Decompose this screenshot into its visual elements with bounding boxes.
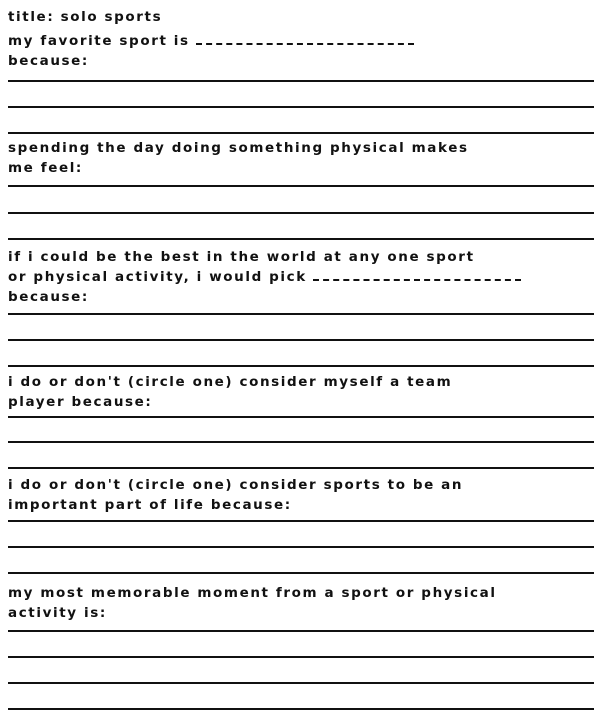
writing-line[interactable]	[8, 238, 594, 240]
writing-line[interactable]	[8, 708, 594, 710]
writing-line[interactable]	[8, 339, 594, 341]
writing-line[interactable]	[8, 185, 594, 187]
writing-line[interactable]	[8, 365, 594, 367]
writing-line[interactable]	[8, 656, 594, 658]
q2-line2: me feel:	[8, 160, 83, 176]
q4-line1: i do or don't (circle one) consider myself a team	[8, 374, 453, 390]
title-line: title: solo sports	[8, 9, 163, 25]
q4-line2: player because:	[8, 394, 153, 410]
q3-prompt	[8, 267, 521, 287]
q1-blank[interactable]	[196, 32, 414, 45]
q1-prompt	[8, 31, 414, 51]
writing-line[interactable]	[8, 467, 594, 469]
writing-line[interactable]	[8, 572, 594, 574]
q3-line3: because:	[8, 289, 89, 305]
writing-line[interactable]	[8, 212, 594, 214]
q1-line2: because:	[8, 53, 89, 69]
q6-line1: my most memorable moment from a sport or physical	[8, 585, 497, 601]
q3-line2: or physical activity, i would pick	[8, 269, 307, 285]
q5-line2: important part of life because:	[8, 497, 292, 513]
writing-line[interactable]	[8, 106, 594, 108]
q2-line1: spending the day doing something physical makes	[8, 140, 469, 156]
writing-line[interactable]	[8, 520, 594, 522]
q1-line1: my favorite sport is	[8, 33, 190, 49]
writing-line[interactable]	[8, 132, 594, 134]
q3-blank[interactable]	[313, 268, 521, 281]
writing-line[interactable]	[8, 416, 594, 418]
q3-line1: if i could be the best in the world at any one sport	[8, 249, 475, 265]
writing-line[interactable]	[8, 682, 594, 684]
writing-line[interactable]	[8, 80, 594, 82]
q6-line2: activity is:	[8, 605, 107, 621]
writing-line[interactable]	[8, 546, 594, 548]
writing-line[interactable]	[8, 313, 594, 315]
writing-line[interactable]	[8, 441, 594, 443]
writing-line[interactable]	[8, 630, 594, 632]
q5-line1: i do or don't (circle one) consider sports to be an	[8, 477, 464, 493]
